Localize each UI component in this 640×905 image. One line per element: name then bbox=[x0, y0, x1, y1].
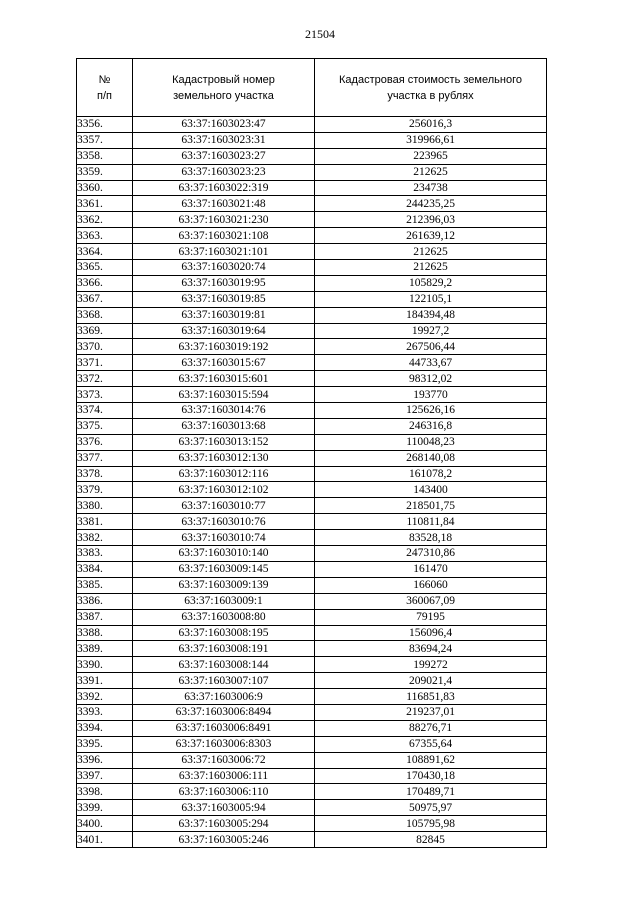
header-cadastral-number bbox=[133, 59, 315, 117]
row-number: 3386. bbox=[77, 593, 133, 609]
table-row bbox=[77, 307, 547, 323]
row-number: 3396. bbox=[77, 752, 133, 768]
row-number: 3376. bbox=[77, 434, 133, 450]
cadastral-number: 63:37:1603015:594 bbox=[133, 387, 315, 403]
table-row bbox=[77, 323, 547, 339]
table-row bbox=[77, 704, 547, 720]
cadastral-number: 63:37:1603021:230 bbox=[133, 212, 315, 228]
table-row bbox=[77, 800, 547, 816]
table-row bbox=[77, 530, 547, 546]
cadastral-number: 63:37:1603021:108 bbox=[133, 228, 315, 244]
cadastral-number: 63:37:1603008:80 bbox=[133, 609, 315, 625]
cadastral-number: 63:37:1603023:27 bbox=[133, 148, 315, 164]
cadastral-cost: 83528,18 bbox=[315, 530, 547, 546]
cadastral-number: 63:37:1603005:246 bbox=[133, 832, 315, 848]
cadastral-cost: 19927,2 bbox=[315, 323, 547, 339]
row-number: 3357. bbox=[77, 132, 133, 148]
row-number: 3388. bbox=[77, 625, 133, 641]
row-number: 3391. bbox=[77, 673, 133, 689]
row-number: 3369. bbox=[77, 323, 133, 339]
cadastral-number: 63:37:1603013:68 bbox=[133, 418, 315, 434]
table-row bbox=[77, 546, 547, 562]
cadastral-number: 63:37:1603019:95 bbox=[133, 275, 315, 291]
table-row bbox=[77, 403, 547, 419]
cadastral-number: 63:37:1603009:145 bbox=[133, 561, 315, 577]
table-row bbox=[77, 673, 547, 689]
cadastral-number: 63:37:1603012:116 bbox=[133, 466, 315, 482]
row-number: 3377. bbox=[77, 450, 133, 466]
cadastral-number: 63:37:1603009:139 bbox=[133, 577, 315, 593]
cadastral-number: 63:37:1603015:67 bbox=[133, 355, 315, 371]
row-number: 3397. bbox=[77, 768, 133, 784]
cadastral-number: 63:37:1603007:107 bbox=[133, 673, 315, 689]
table-row bbox=[77, 418, 547, 434]
cadastral-number: 63:37:1603006:9 bbox=[133, 689, 315, 705]
cadastral-cost: 50975,97 bbox=[315, 800, 547, 816]
cadastral-cost: 193770 bbox=[315, 387, 547, 403]
cadastral-cost: 44733,67 bbox=[315, 355, 547, 371]
cadastral-number: 63:37:1603008:191 bbox=[133, 641, 315, 657]
cadastral-number: 63:37:1603006:111 bbox=[133, 768, 315, 784]
row-number: 3356. bbox=[77, 117, 133, 133]
cadastral-cost: 122105,1 bbox=[315, 291, 547, 307]
table-row bbox=[77, 768, 547, 784]
row-number: 3381. bbox=[77, 514, 133, 530]
row-number: 3372. bbox=[77, 371, 133, 387]
cadastral-cost: 267506,44 bbox=[315, 339, 547, 355]
cadastral-cost: 360067,09 bbox=[315, 593, 547, 609]
cadastral-number: 63:37:1603014:76 bbox=[133, 403, 315, 419]
cadastral-number: 63:37:1603020:74 bbox=[133, 260, 315, 276]
table-row bbox=[77, 593, 547, 609]
cadastral-cost: 244235,25 bbox=[315, 196, 547, 212]
table-row bbox=[77, 355, 547, 371]
cadastral-cost: 98312,02 bbox=[315, 371, 547, 387]
cadastral-cost: 170430,18 bbox=[315, 768, 547, 784]
cadastral-number: 63:37:1603022:319 bbox=[133, 180, 315, 196]
table-row bbox=[77, 212, 547, 228]
row-number: 3395. bbox=[77, 736, 133, 752]
cadastral-number: 63:37:1603010:74 bbox=[133, 530, 315, 546]
table-row bbox=[77, 561, 547, 577]
cadastral-cost: 67355,64 bbox=[315, 736, 547, 752]
cadastral-number: 63:37:1603006:8494 bbox=[133, 704, 315, 720]
row-number: 3373. bbox=[77, 387, 133, 403]
header-cadastral-line-1: Кадастровый номер bbox=[172, 73, 275, 86]
cadastral-number: 63:37:1603010:140 bbox=[133, 546, 315, 562]
cadastral-cost: 88276,71 bbox=[315, 720, 547, 736]
row-number: 3383. bbox=[77, 546, 133, 562]
cadastral-number: 63:37:1603010:77 bbox=[133, 498, 315, 514]
cadastral-cost: 234738 bbox=[315, 180, 547, 196]
cadastral-cost: 212396,03 bbox=[315, 212, 547, 228]
row-number: 3364. bbox=[77, 244, 133, 260]
table-row bbox=[77, 736, 547, 752]
row-number: 3365. bbox=[77, 260, 133, 276]
cadastral-cost: 110811,84 bbox=[315, 514, 547, 530]
table-row bbox=[77, 339, 547, 355]
table-row bbox=[77, 641, 547, 657]
cadastral-number: 63:37:1603006:110 bbox=[133, 784, 315, 800]
row-number: 3379. bbox=[77, 482, 133, 498]
header-cadastral-cost bbox=[315, 59, 547, 117]
cadastral-cost: 209021,4 bbox=[315, 673, 547, 689]
table-row bbox=[77, 466, 547, 482]
table-row bbox=[77, 371, 547, 387]
cadastral-number: 63:37:1603021:101 bbox=[133, 244, 315, 260]
row-number: 3367. bbox=[77, 291, 133, 307]
table-row bbox=[77, 196, 547, 212]
cadastral-number: 63:37:1603023:23 bbox=[133, 164, 315, 180]
cadastral-number: 63:37:1603009:1 bbox=[133, 593, 315, 609]
cadastral-cost: 212625 bbox=[315, 260, 547, 276]
table-row bbox=[77, 816, 547, 832]
cadastral-number: 63:37:1603013:152 bbox=[133, 434, 315, 450]
row-number: 3359. bbox=[77, 164, 133, 180]
row-number: 3392. bbox=[77, 689, 133, 705]
cadastral-number: 63:37:1603006:8303 bbox=[133, 736, 315, 752]
cadastral-cost: 79195 bbox=[315, 609, 547, 625]
row-number: 3368. bbox=[77, 307, 133, 323]
header-number-line-2: п/п bbox=[97, 89, 112, 102]
cadastral-cost: 82845 bbox=[315, 832, 547, 848]
table-header-row bbox=[77, 59, 547, 117]
table-row bbox=[77, 228, 547, 244]
cadastral-cost: 212625 bbox=[315, 244, 547, 260]
header-number bbox=[77, 59, 133, 117]
cadastral-cost: 156096,4 bbox=[315, 625, 547, 641]
cadastral-number: 63:37:1603008:144 bbox=[133, 657, 315, 673]
table-row bbox=[77, 260, 547, 276]
row-number: 3387. bbox=[77, 609, 133, 625]
cadastral-cost: 246316,8 bbox=[315, 418, 547, 434]
table-row bbox=[77, 450, 547, 466]
cadastral-number: 63:37:1603012:130 bbox=[133, 450, 315, 466]
cadastral-cost: 261639,12 bbox=[315, 228, 547, 244]
cadastral-cost: 166060 bbox=[315, 577, 547, 593]
cadastral-cost: 83694,24 bbox=[315, 641, 547, 657]
cadastral-cost: 219237,01 bbox=[315, 704, 547, 720]
table-row bbox=[77, 117, 547, 133]
cadastral-cost: 247310,86 bbox=[315, 546, 547, 562]
cadastral-cost: 108891,62 bbox=[315, 752, 547, 768]
cadastral-number: 63:37:1603010:76 bbox=[133, 514, 315, 530]
table-row bbox=[77, 689, 547, 705]
cadastral-number: 63:37:1603006:8491 bbox=[133, 720, 315, 736]
cadastral-number: 63:37:1603023:31 bbox=[133, 132, 315, 148]
table-row bbox=[77, 657, 547, 673]
page-number: 21504 bbox=[305, 27, 335, 41]
cadastral-cost: 256016,3 bbox=[315, 117, 547, 133]
table-row bbox=[77, 514, 547, 530]
table-body bbox=[77, 117, 547, 848]
header-cost-line-1: Кадастровая стоимость земельного bbox=[339, 73, 522, 86]
table-row bbox=[77, 275, 547, 291]
cadastral-cost: 105795,98 bbox=[315, 816, 547, 832]
table-row bbox=[77, 832, 547, 848]
cadastral-number: 63:37:1603005:94 bbox=[133, 800, 315, 816]
table-row bbox=[77, 720, 547, 736]
cadastral-number: 63:37:1603006:72 bbox=[133, 752, 315, 768]
row-number: 3378. bbox=[77, 466, 133, 482]
table-row bbox=[77, 498, 547, 514]
row-number: 3399. bbox=[77, 800, 133, 816]
cadastral-number: 63:37:1603012:102 bbox=[133, 482, 315, 498]
table-row bbox=[77, 387, 547, 403]
row-number: 3382. bbox=[77, 530, 133, 546]
cadastral-cost: 218501,75 bbox=[315, 498, 547, 514]
row-number: 3394. bbox=[77, 720, 133, 736]
table-row bbox=[77, 164, 547, 180]
row-number: 3366. bbox=[77, 275, 133, 291]
cadastral-number: 63:37:1603019:64 bbox=[133, 323, 315, 339]
header-cadastral-line-2: земельного участка bbox=[173, 89, 274, 102]
row-number: 3380. bbox=[77, 498, 133, 514]
cadastral-number: 63:37:1603019:81 bbox=[133, 307, 315, 323]
cadastral-number: 63:37:1603019:192 bbox=[133, 339, 315, 355]
cadastral-cost: 319966,61 bbox=[315, 132, 547, 148]
row-number: 3362. bbox=[77, 212, 133, 228]
table-row bbox=[77, 752, 547, 768]
table-row bbox=[77, 180, 547, 196]
row-number: 3374. bbox=[77, 403, 133, 419]
row-number: 3398. bbox=[77, 784, 133, 800]
header-cost-line-2: участка в рублях bbox=[387, 89, 474, 102]
row-number: 3363. bbox=[77, 228, 133, 244]
row-number: 3360. bbox=[77, 180, 133, 196]
header-number-line-1: № bbox=[98, 73, 111, 86]
row-number: 3390. bbox=[77, 657, 133, 673]
cadastral-cost: 199272 bbox=[315, 657, 547, 673]
cadastral-number: 63:37:1603015:601 bbox=[133, 371, 315, 387]
table-row bbox=[77, 609, 547, 625]
row-number: 3371. bbox=[77, 355, 133, 371]
row-number: 3400. bbox=[77, 816, 133, 832]
row-number: 3389. bbox=[77, 641, 133, 657]
table-row bbox=[77, 132, 547, 148]
cadastral-cost: 212625 bbox=[315, 164, 547, 180]
row-number: 3384. bbox=[77, 561, 133, 577]
row-number: 3358. bbox=[77, 148, 133, 164]
table-row bbox=[77, 291, 547, 307]
cadastral-number: 63:37:1603019:85 bbox=[133, 291, 315, 307]
table-row bbox=[77, 434, 547, 450]
cadastral-cost: 170489,71 bbox=[315, 784, 547, 800]
table-row bbox=[77, 577, 547, 593]
table-row bbox=[77, 148, 547, 164]
cadastral-cost: 143400 bbox=[315, 482, 547, 498]
cadastral-cost: 161078,2 bbox=[315, 466, 547, 482]
table-row bbox=[77, 625, 547, 641]
cadastral-cost-table bbox=[76, 58, 547, 848]
row-number: 3370. bbox=[77, 339, 133, 355]
row-number: 3361. bbox=[77, 196, 133, 212]
cadastral-number: 63:37:1603005:294 bbox=[133, 816, 315, 832]
row-number: 3385. bbox=[77, 577, 133, 593]
cadastral-cost: 116851,83 bbox=[315, 689, 547, 705]
row-number: 3401. bbox=[77, 832, 133, 848]
table-row bbox=[77, 482, 547, 498]
table-row bbox=[77, 784, 547, 800]
cadastral-number: 63:37:1603023:47 bbox=[133, 117, 315, 133]
cadastral-cost: 223965 bbox=[315, 148, 547, 164]
cadastral-cost: 268140,08 bbox=[315, 450, 547, 466]
cadastral-cost: 161470 bbox=[315, 561, 547, 577]
cadastral-cost: 110048,23 bbox=[315, 434, 547, 450]
cadastral-cost: 125626,16 bbox=[315, 403, 547, 419]
cadastral-number: 63:37:1603021:48 bbox=[133, 196, 315, 212]
cadastral-cost: 105829,2 bbox=[315, 275, 547, 291]
cadastral-number: 63:37:1603008:195 bbox=[133, 625, 315, 641]
cadastral-cost: 184394,48 bbox=[315, 307, 547, 323]
row-number: 3375. bbox=[77, 418, 133, 434]
row-number: 3393. bbox=[77, 704, 133, 720]
table-row bbox=[77, 244, 547, 260]
